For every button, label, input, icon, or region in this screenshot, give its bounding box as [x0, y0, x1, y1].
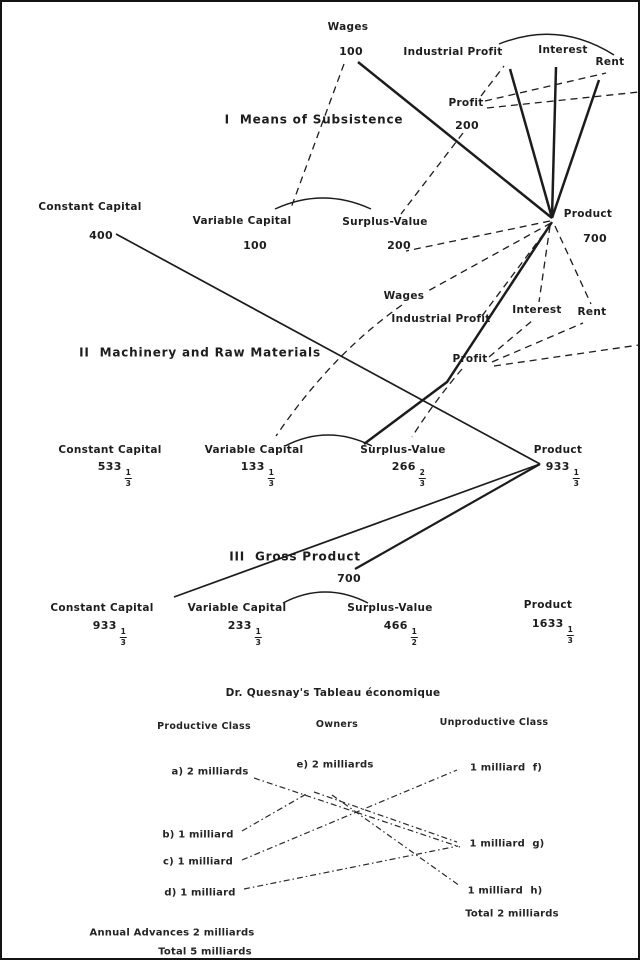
- quesnay-item-c: c) 1 milliard: [163, 856, 233, 868]
- s1-surplus-value-value: 200: [387, 238, 411, 252]
- s2-wages-label: Wages: [383, 290, 425, 303]
- s3-surplus-value-value: 466 $\frac{1}{2}$: [383, 619, 418, 647]
- s2-industrial-profit-label: Industrial Profit: [391, 313, 491, 326]
- s3-product-label: Product: [523, 599, 573, 612]
- quesnay-annual-advances: Annual Advances 2 milliards: [89, 927, 255, 939]
- s3-total-value: 700: [337, 571, 361, 585]
- s1-profit-value: 200: [455, 118, 479, 132]
- s1-constant-capital-label: Constant Capital: [38, 201, 142, 214]
- s2-surplus-value-label: Surplus-Value: [360, 444, 446, 457]
- quesnay-col-owners: Owners: [315, 718, 359, 730]
- s2-variable-capital-label: Variable Capital: [204, 444, 304, 457]
- s3-product-value: 1633 $\frac{1}{3}$: [531, 617, 574, 645]
- s3-variable-capital-value: 233 $\frac{1}{3}$: [227, 619, 262, 647]
- quesnay-item-h: 1 milliard h): [467, 885, 543, 897]
- s1-industrial-profit-label: Industrial Profit: [403, 46, 503, 59]
- s1-profit-label: Profit: [448, 97, 484, 110]
- quesnay-item-d: d) 1 milliard: [164, 887, 236, 899]
- s2-product-label: Product: [533, 444, 583, 457]
- s1-variable-capital-label: Variable Capital: [192, 215, 292, 228]
- quesnay-item-b: b) 1 milliard: [162, 829, 234, 841]
- quesnay-item-g: 1 milliard g): [469, 838, 545, 850]
- s2-constant-capital-label: Constant Capital: [58, 444, 162, 457]
- s2-variable-capital-value: 133 $\frac{1}{3}$: [240, 460, 275, 488]
- section-1-title: I Means of Subsistence: [224, 112, 404, 127]
- s2-rent-label: Rent: [577, 306, 607, 319]
- quesnay-item-e: e) 2 milliards: [296, 759, 374, 771]
- s1-variable-capital-value: 100: [243, 238, 267, 252]
- s1-wages-label: Wages: [327, 21, 369, 34]
- s3-constant-capital-label: Constant Capital: [50, 602, 154, 615]
- quesnay-productive-total: Total 5 milliards: [158, 946, 252, 958]
- s2-interest-label: Interest: [512, 304, 562, 317]
- quesnay-flow-lines: [242, 770, 460, 889]
- s1-product-label: Product: [563, 208, 613, 221]
- s2-product-value: 933 $\frac{1}{3}$: [545, 460, 580, 488]
- quesnay-item-f: 1 milliard f): [469, 762, 543, 774]
- s2-profit-label: Profit: [452, 353, 488, 366]
- s3-variable-capital-label: Variable Capital: [187, 602, 287, 615]
- s1-constant-capital-value: 400: [89, 228, 113, 242]
- s3-surplus-value-label: Surplus-Value: [347, 602, 433, 615]
- quesnay-col-productive: Productive Class: [157, 720, 251, 732]
- s1-surplus-value-label: Surplus-Value: [342, 216, 428, 229]
- section-2-title: II Machinery and Raw Materials: [79, 345, 321, 360]
- quesnay-unproductive-total: Total 2 milliards: [465, 908, 559, 920]
- s1-wages-value: 100: [339, 44, 363, 58]
- s2-constant-capital-value: 533 $\frac{1}{3}$: [97, 460, 132, 488]
- s2-surplus-value-value: 266 $\frac{2}{3}$: [391, 460, 426, 488]
- quesnay-title: Dr. Quesnay's Tableau économique: [225, 687, 441, 700]
- s1-rent-label: Rent: [595, 56, 625, 69]
- s1-product-value: 700: [583, 231, 607, 245]
- s3-constant-capital-value: 933 $\frac{1}{3}$: [92, 619, 127, 647]
- quesnay-item-a: a) 2 milliards: [171, 766, 249, 778]
- s1-interest-label: Interest: [538, 44, 588, 57]
- section-3-title: III Gross Product: [229, 549, 361, 564]
- quesnay-col-unproductive: Unproductive Class: [439, 716, 549, 728]
